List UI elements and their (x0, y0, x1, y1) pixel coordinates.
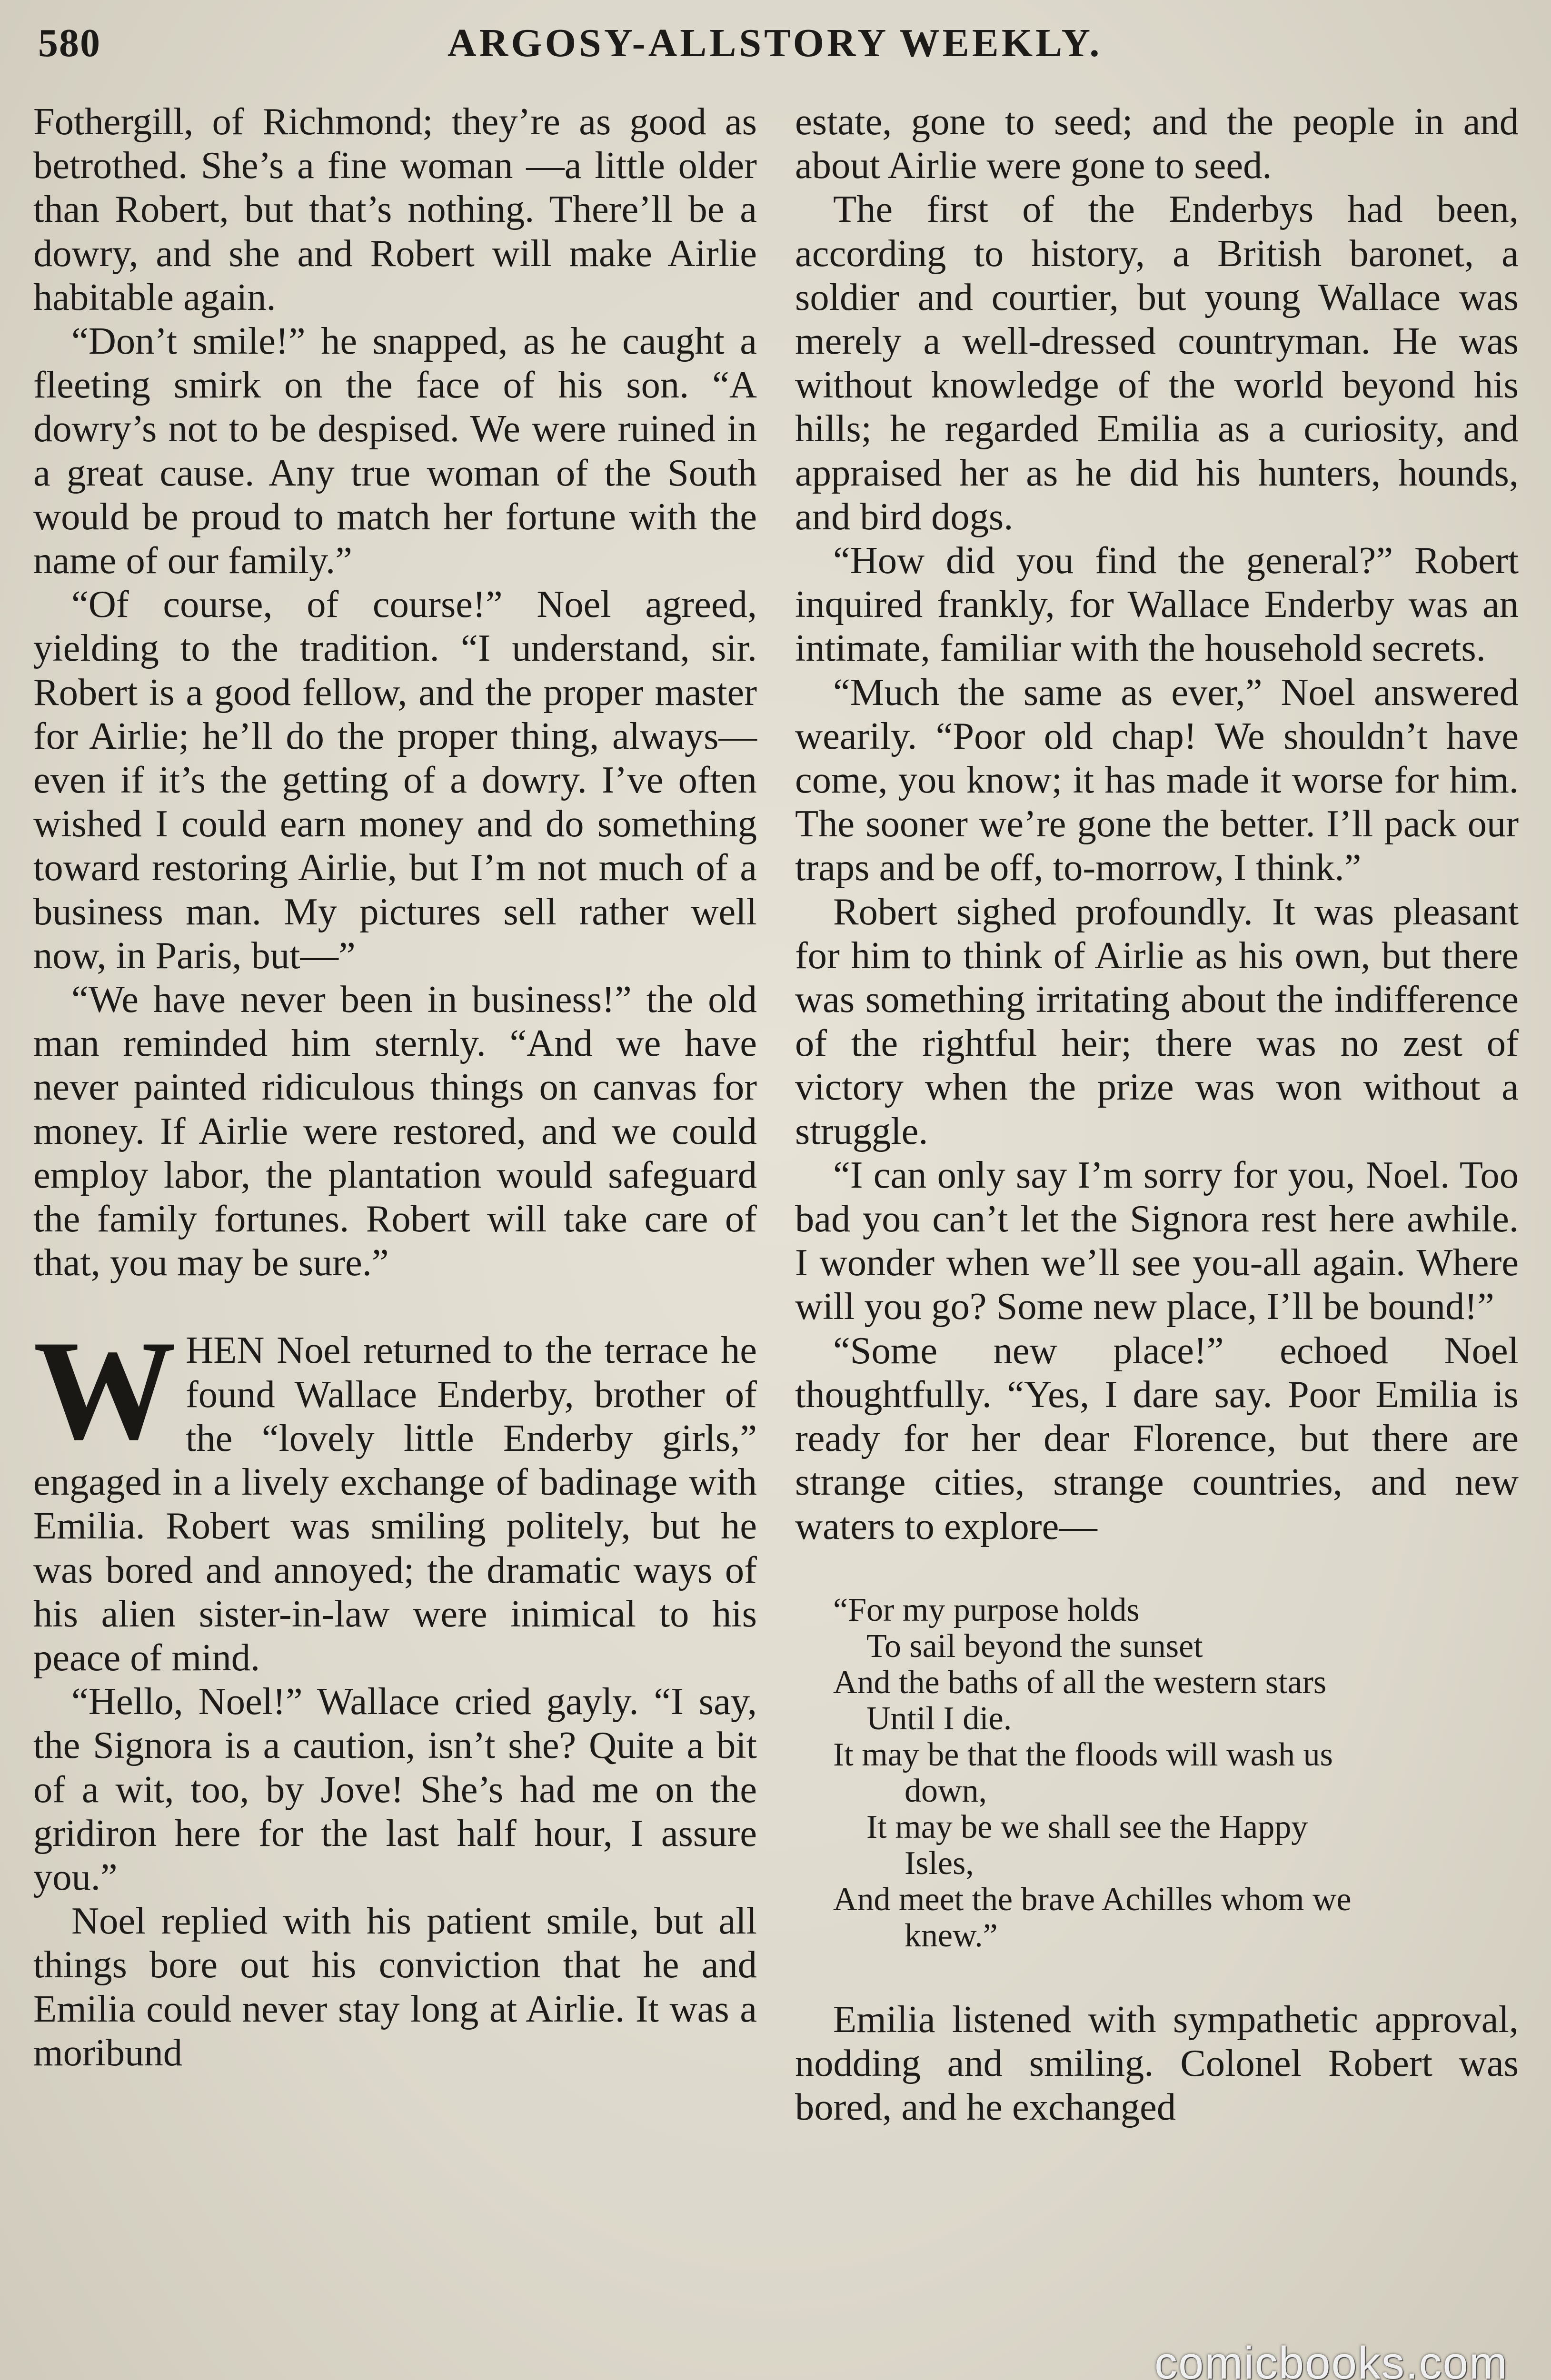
paragraph: “Much the same as ever,” Noel answered wearily. “Poor old chap! We shouldn’t have come, you know; it has made it worse for him. The sooner we’re gone the better. I’ll pack our traps and be off, to-morrow, I think.” (795, 671, 1519, 889)
paragraph: Emilia listened with sympathetic approval, nodding and smiling. Colonel Robert was bored, and he exchanged (795, 1998, 1519, 2129)
poem-line: down, (905, 1772, 987, 1809)
paragraph: “How did you find the general?” Robert inquired frankly, for Wallace Enderby was an intimate, familiar with the household secrets. (795, 539, 1519, 670)
poem-line: Until I die. (866, 1700, 1012, 1737)
poem-line: Isles, (905, 1844, 974, 1882)
poem-line: knew.” (905, 1917, 998, 1954)
poem-line: It may be that the floods will wash us (833, 1736, 1333, 1773)
paragraph-text: HEN Noel returned to the terrace he found Wallace Enderby, brother of the “lovely little Enderby girls,” engaged in a lively exchange of badinage with Emilia. Robert was smiling politely, but he was bored and annoyed; the dramatic ways of his alien sister-in-law were inimical to his peace of mind. (33, 1329, 757, 1679)
running-head: ARGOSY-ALLSTORY WEEKLY. (447, 21, 1103, 65)
page-header (33, 13, 1528, 70)
poem-line: “For my purpose holds (833, 1591, 1140, 1628)
paragraph: “Hello, Noel!” Wallace cried gayly. “I say, the Signora is a caution, isn’t she? Quite a bit of a wit, too, by Jove! She’s had me on the gridiron here for the last half hour, I assure you.” (33, 1680, 757, 1898)
paragraph: The first of the Enderbys had been, according to history, a British baronet, a soldier and courtier, but young Wallace was merely a well-dressed countryman. He was without knowledge of the world beyond his hills; he regarded Emilia as a curiosity, and appraised her as he did his hunters, hounds, and bird dogs. (795, 188, 1519, 538)
paragraph: Fothergill, of Richmond; they’re as good as betrothed. She’s a fine woman —a little older than Robert, but that’s nothing. There’ll be a dowry, and she and Robert will make Airlie habitable again. (33, 100, 757, 318)
paragraph: Robert sighed profoundly. It was pleasant for him to think of Airlie as his own, but there was something irritating about the indifference of the rightful heir; there was no zest of victory when the prize was won without a struggle. (795, 890, 1519, 1152)
section-opening-paragraph (33, 1311, 757, 1680)
poem-line: It may be we shall see the Happy (866, 1808, 1308, 1845)
left-column (33, 100, 757, 2075)
drop-cap: W (33, 1311, 176, 1469)
paragraph: estate, gone to seed; and the people in and about Airlie were gone to seed. (795, 100, 1519, 187)
poem-quote (795, 1592, 1519, 1954)
poem-line: And the baths of all the western stars (833, 1664, 1327, 1701)
right-column (795, 100, 1519, 2129)
poem-line: And meet the brave Achilles whom we (833, 1881, 1352, 1918)
page-number: 580 (38, 21, 101, 65)
paragraph: “Don’t smile!” he snapped, as he caught a fleeting smirk on the face of his son. “A dowry’s not to be despised. We were ruined in a great cause. Any true woman of the South would be proud to match her fortune with the name of our family.” (33, 320, 757, 582)
paragraph: “We have never been in business!” the old man reminded him sternly. “And we have never painted ridiculous things on canvas for money. If Airlie were restored, and we could employ labor, the plantation would safeguard the family fortunes. Robert will take care of that, you may be sure.” (33, 978, 757, 1284)
paragraph: “Some new place!” echoed Noel thoughtfully. “Yes, I dare say. Poor Emilia is ready for her dear Florence, but there are strange cities, strange countries, and new waters to explore— (795, 1329, 1519, 1547)
paragraph: Noel replied with his patient smile, but all things bore out his conviction that he and Emilia could never stay long at Airlie. It was a moribund (33, 1900, 757, 2074)
paragraph: “Of course, of course!” Noel agreed, yielding to the tradition. “I understand, sir. Robert is a good fellow, and the proper master for Airlie; he’ll do the proper thing, always—even if it’s the getting of a dowry. I’ve often wished I could earn money and do something toward restoring Airlie, but I’m not much of a business man. My pictures sell rather well now, in Paris, but—” (33, 583, 757, 977)
poem-line: To sail beyond the sunset (866, 1627, 1203, 1665)
site-watermark: comicbooks.com (1154, 2338, 1508, 2380)
paragraph: “I can only say I’m sorry for you, Noel. Too bad you can’t let the Signora rest here awhile. I wonder when we’ll see you-all again. Where will you go? Some new place, I’ll be bound!” (795, 1153, 1519, 1328)
